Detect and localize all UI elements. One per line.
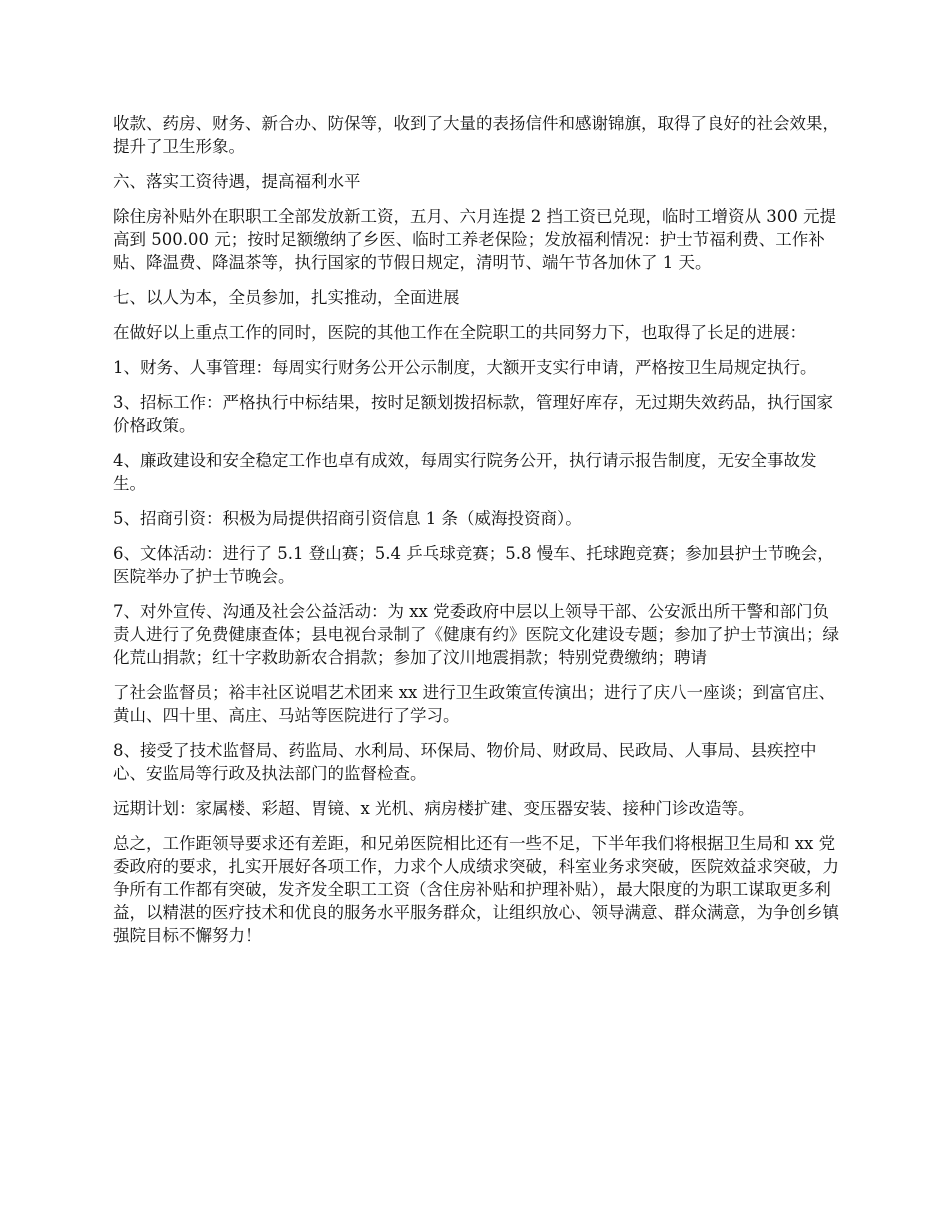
list-item-sports-activities: 6、文体活动：进行了 5.1 登山赛；5.4 乒乓球竞赛；5.8 慢车、托球跑竞赛；参加县护士节晚会，医院举办了护士节晚会。 [113, 544, 834, 586]
list-item-finance: 1、财务、人事管理：每周实行财务公开公示制度，大额开支实行申请，严格按卫生局规定执行。 [113, 358, 817, 377]
paragraph-salary-welfare: 除住房补贴外在职职工全部发放新工资，五月、六月连提 2 挡工资已兑现，临时工增资从 300 元提高到 500.00 元；按时足额缴纳了乡医、临时工养老保险；发放福利情况：护士节福利费、工作补贴、降温费、降温茶等，执行国家的节假日规定，清明节、端午节各加休了 1 天。 [113, 207, 836, 272]
list-item-publicity-welfare: 7、对外宣传、沟通及社会公益活动：为 xx 党委政府中层以上领导干部、公安派出所干警和部门负责人进行了免费健康查体；县电视台录制了《健康有约》医院文化建设专题；参加了护士节演出；绿化荒山捐款；红十字救助新农合捐款；参加了汶川地震捐款；特别党费缴纳；聘请 [113, 602, 839, 667]
list-item-inspections: 8、接受了技术监督局、药监局、水利局、环保局、物价局、财政局、民政局、人事局、县疾控中心、安监局等行政及执法部门的监督检查。 [113, 741, 817, 783]
section-heading-seven: 七、以人为本，全员参加，扎实推动，全面进展 [113, 288, 460, 307]
paragraph-long-term-plan: 远期计划：家属楼、彩超、胃镜、x 光机、病房楼扩建、变压器安装、接种门诊改造等。 [113, 799, 755, 818]
list-item-bidding: 3、招标工作：严格执行中标结果，按时足额划拨招标款，管理好库存，无过期失效药品，执行国家价格政策。 [113, 393, 833, 435]
list-item-publicity-welfare-continued: 了社会监督员；裕丰社区说唱艺术团来 xx 进行卫生政策宣传演出；进行了庆八一座谈；到富官庄、黄山、四十里、高庄、马站等医院进行了学习。 [113, 683, 836, 725]
paragraph-intro-continued: 收款、药房、财务、新合办、防保等，收到了大量的表扬信件和感谢锦旗，取得了良好的社会效果，提升了卫生形象。 [113, 114, 839, 156]
paragraph-summary: 总之，工作距领导要求还有差距，和兄弟医院相比还有一些不足，下半年我们将根据卫生局和 xx 党委政府的要求，扎实开展好各项工作，力求个人成绩求突破，科室业务求突破，医院效益求突破，力争所有工作都有突破，发齐发全职工工资（含住房补贴和护理补贴），最大限度的为职工谋取更多利益，以精湛的医疗技术和优良的服务水平服务群众，让组织放心、领导满意、群众满意，为争创乡镇强院目标不懈努力！ [113, 834, 839, 945]
list-item-investment: 5、招商引资：积极为局提供招商引资信息 1 条（威海投资商）。 [113, 509, 582, 528]
paragraph-progress-intro: 在做好以上重点工作的同时，医院的其他工作在全院职工的共同努力下，也取得了长足的进展： [113, 323, 806, 342]
section-heading-six: 六、落实工资待遇，提高福利水平 [113, 172, 361, 191]
document-body [113, 112, 841, 959]
list-item-integrity-safety: 4、廉政建设和安全稳定工作也卓有成效，每周实行院务公开，执行请示报告制度，无安全事故发生。 [113, 451, 817, 493]
